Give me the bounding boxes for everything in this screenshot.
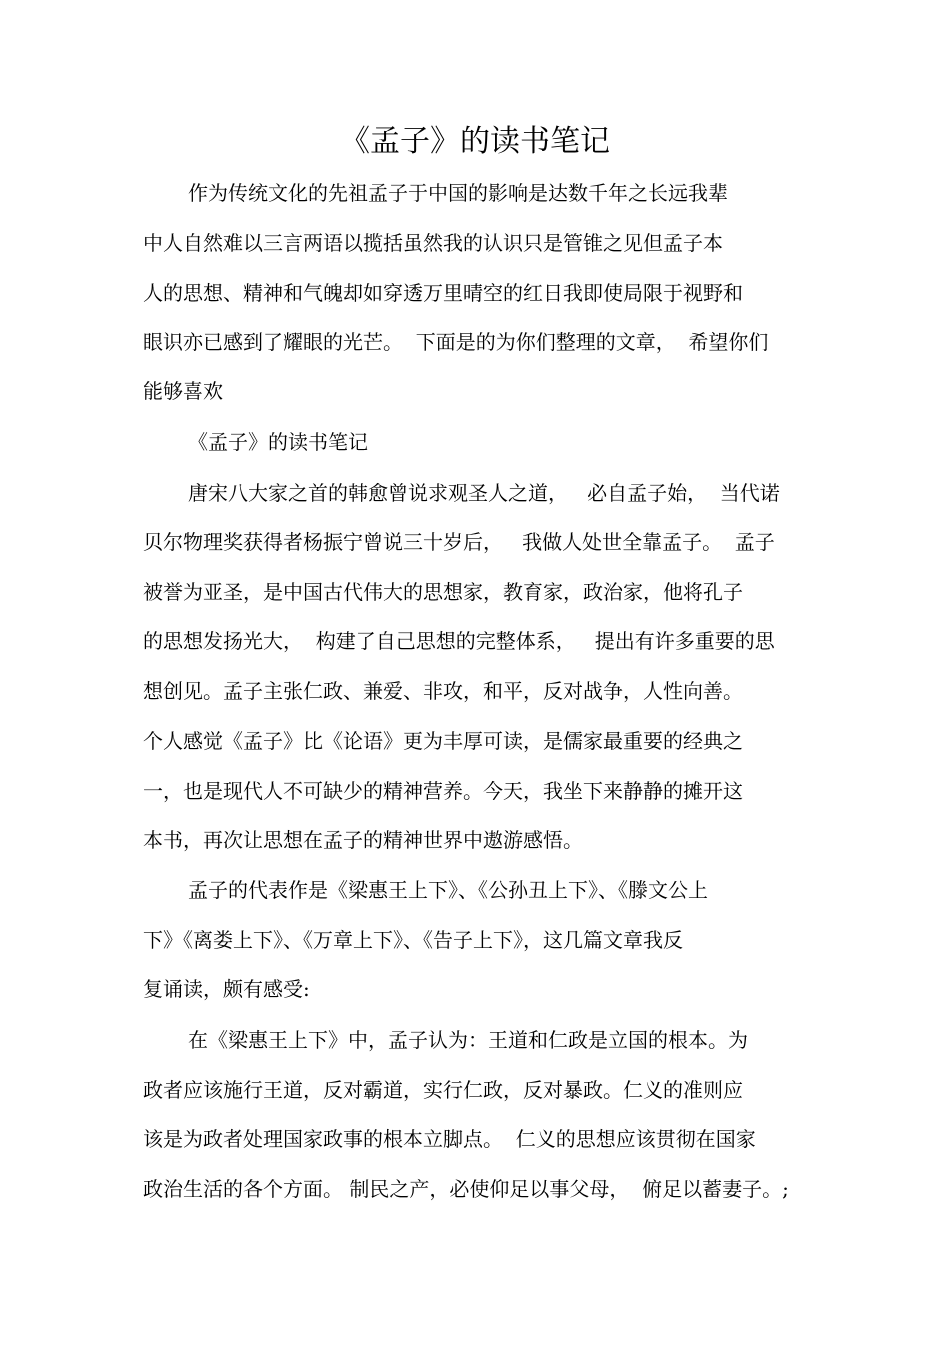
text-line: 在《梁惠王上下》中，孟子认为：王道和仁政是立国的根本。为 — [188, 1028, 748, 1052]
text-line: 人的思想、精神和气魄却如穿透万里晴空的红日我即使局限于视野和 — [143, 281, 743, 305]
text-line: 的思想发扬光大， 构建了自己思想的完整体系， 提出有许多重要的思 — [143, 629, 775, 653]
section-heading: 《孟子》的读书笔记 — [188, 430, 368, 454]
document-title: 《孟子》的读书笔记 — [340, 124, 610, 159]
text-line: 孟子的代表作是《梁惠王上下》、《公孙丑上下》、《滕文公上 — [188, 878, 708, 902]
text-line: 作为传统文化的先祖孟子于中国的影响是达数千年之长远我辈 — [188, 181, 728, 205]
text-line: 贝尔物理奖获得者杨振宁曾说三十岁后， 我做人处世全靠孟子。 孟子 — [143, 530, 775, 554]
text-line: 政者应该施行王道，反对霸道，实行仁政，反对暴政。仁义的准则应 — [143, 1078, 743, 1102]
text-line: 能够喜欢 — [143, 379, 223, 403]
text-line: 唐宋八大家之首的韩愈曾说求观圣人之道， 必自孟子始， 当代诺 — [188, 481, 780, 505]
text-line: 该是为政者处理国家政事的根本立脚点。 仁义的思想应该贯彻在国家 — [143, 1127, 756, 1151]
text-line: 复诵读，颇有感受: — [143, 977, 310, 1001]
text-line: 中人自然难以三言两语以揽括虽然我的认识只是管锥之见但孟子本 — [143, 231, 723, 255]
text-line: 被誉为亚圣，是中国古代伟大的思想家，教育家，政治家，他将孔子 — [143, 580, 743, 604]
text-line: 本书，再次让思想在孟子的精神世界中遨游感悟。 — [143, 828, 583, 852]
text-line: 想创见。孟子主张仁政、兼爱、非攻，和平，反对战争，人性向善。 — [143, 679, 743, 703]
text-line: 眼识亦已感到了耀眼的光芒。 下面是的为你们整理的文章， 希望你们 — [143, 330, 769, 354]
text-line: 个人感觉《孟子》比《论语》更为丰厚可读，是儒家最重要的经典之 — [143, 729, 743, 753]
text-line: 下》《离娄上下》、《万章上下》、《告子上下》，这几篇文章我反 — [143, 928, 683, 952]
text-line: 一，也是现代人不可缺少的精神营养。今天，我坐下来静静的摊开这 — [143, 779, 743, 803]
text-line: 政治生活的各个方面。 制民之产，必使仰足以事父母， 俯足以蓄妻子。; — [143, 1177, 789, 1201]
